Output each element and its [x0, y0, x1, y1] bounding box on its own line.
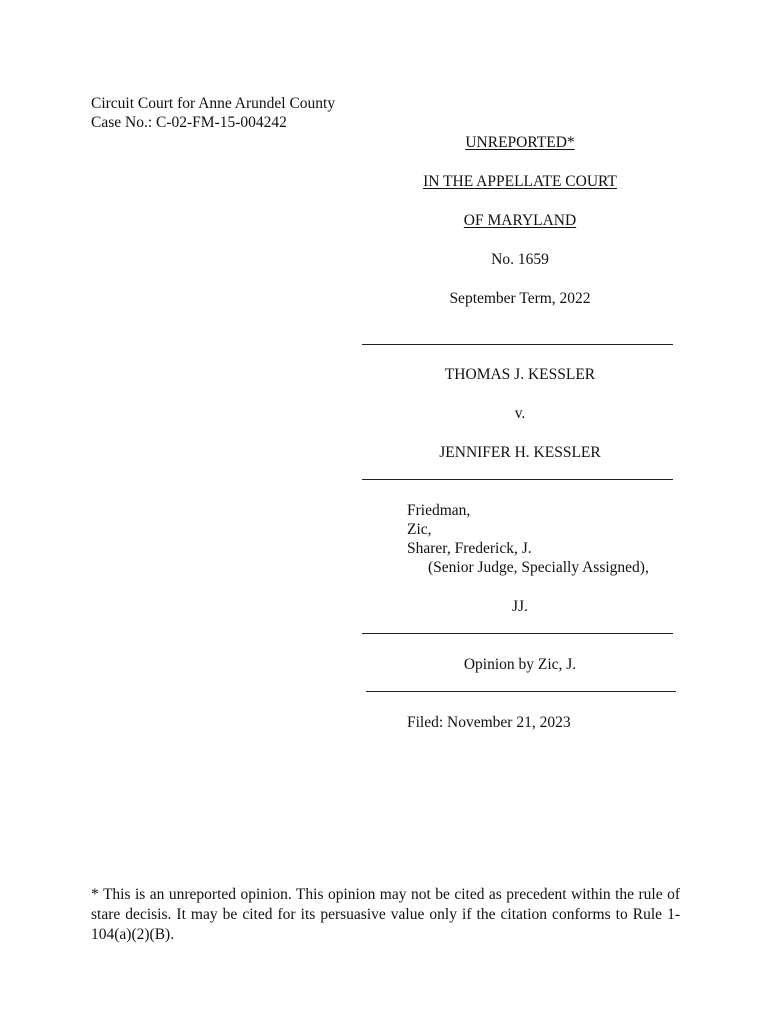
panel-judge: Sharer, Frederick, J. — [407, 540, 532, 557]
case-number-line: Case No.: C-02-FM-15-004242 — [91, 114, 287, 131]
unreported-footnote: * This is an unreported opinion. This opinion may not be cited as precedent within the rule of stare decisis. It may be cited for its persuasive value only if the citation conforms to Rule 1-104(a)(2)(B). — [91, 886, 680, 943]
term-line: September Term, 2022 — [449, 290, 591, 307]
filed-date: Filed: November 21, 2023 — [407, 714, 571, 731]
judge-designation: (Senior Judge, Specially Assigned), — [428, 559, 649, 576]
divider — [362, 479, 673, 480]
unreported-heading: UNREPORTED* — [465, 134, 575, 151]
appellant-name: THOMAS J. KESSLER — [444, 366, 596, 383]
panel-suffix: JJ. — [512, 598, 528, 615]
opinion-author: Opinion by Zic, J. — [463, 656, 577, 673]
appeal-number: No. 1659 — [491, 251, 549, 268]
panel-judge: Friedman, — [407, 502, 471, 519]
court-name-line-2: OF MARYLAND — [463, 212, 577, 229]
circuit-court-line: Circuit Court for Anne Arundel County — [91, 95, 336, 112]
divider — [366, 691, 676, 692]
divider — [362, 633, 673, 634]
court-name-line-1: IN THE APPELLATE COURT — [423, 173, 617, 190]
panel-judge: Zic, — [407, 521, 432, 538]
divider — [362, 344, 673, 345]
appellee-name: JENNIFER H. KESSLER — [439, 444, 601, 461]
versus-label: v. — [514, 405, 526, 422]
